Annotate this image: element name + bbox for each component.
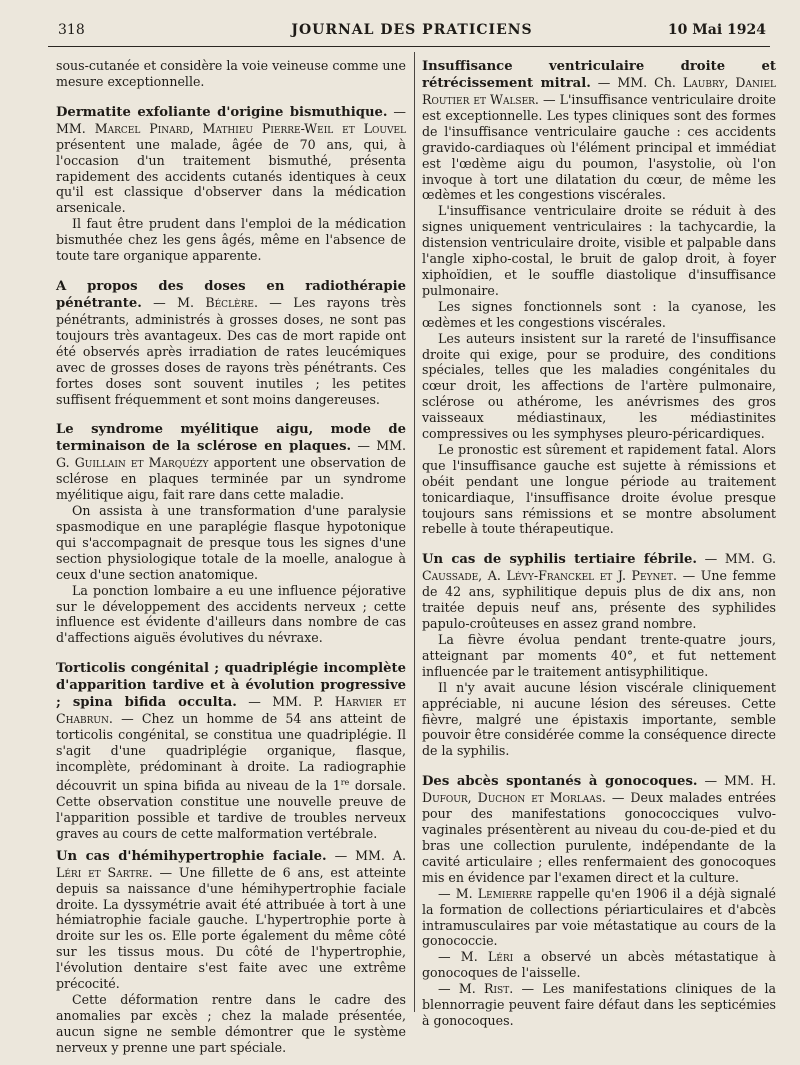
article-paragraph: Les signes fonctionnels sont : la cyanose, les œdèmes et les congestions viscérales. <box>422 298 776 330</box>
article-abces-gonocoques <box>422 773 776 1029</box>
comment-prefix: — M. <box>438 885 478 901</box>
comment-text: rappelle qu'en 1906 il a déjà signalé la formation de collections périarticulaires et d'abcès intramusculaires par voie métastatique au cours de la gonococcie. <box>422 885 777 949</box>
article-title: Le syndrome myélitique aigu, mode de terminaison de la sclérose en plaques. <box>56 422 406 455</box>
ordinal-superscript: re <box>340 777 350 787</box>
article-title: Insuffisance ventriculaire droite et rétrécissement mitral. <box>422 59 776 91</box>
separator: — MM. G. <box>56 438 406 471</box>
article-radiotherapie <box>56 278 406 407</box>
separator: — MM. <box>56 103 406 136</box>
article-title: Torticolis congénital ; quadriplégie incomplète d'apparition tardive et à évolution progressive ; spina bifida occulta. <box>56 661 406 711</box>
article-text-continued: dorsale. Cette observation constitue une nouvelle preuve de l'apparition possible et tardive de troubles nerveux graves au cours de cette malformation vertébrale. <box>56 778 406 841</box>
comment-prefix: — M. <box>438 949 488 965</box>
page-number: 318 <box>58 22 85 38</box>
article-text: — Une femme de 42 ans, syphilitique depuis plus de dix ans, non traitée depuis neuf ans, présente des syphilides papulo-croûteuses en assez grand nombre. <box>422 568 776 632</box>
article-text: — L'insuffisance ventriculaire droite est exceptionnelle. Les types cliniques sont des formes de l'insuffisance ventriculaire gauche : ces accidents gravido-cardiaques où l'élément principal et immédiat est l'œdème aigu du poumon, l'asystolie, où l'on invoque à tort une dilatation du cœur, de même les œdèmes et les congestions viscérales. <box>422 92 776 203</box>
article-dermatite <box>56 104 406 264</box>
separator: — MM. A. <box>326 847 406 863</box>
separator: — M. <box>141 294 206 310</box>
article-title: Dermatite exfoliante d'origine bismuthique. <box>56 104 388 120</box>
article-text: — Deux malades entrées pour des manifestations gonococciques vulvo-vaginales présentèrent au niveau du cou-de-pied et du bras une collection purulente, indépendante de la cavité articulaire ; elles renfermaient des gonocoques mis en évidence par l'examen direct et la culture. <box>422 790 776 885</box>
article-text: — Une fillette de 6 ans, est atteinte depuis sa naissance d'une hémihypertrophie faciale droite. La dyssymétrie avait été attribuée à tort à une hémiatrophie faciale gauche. L'hypertrophie porte à droite sur les os. Elle porte également du même côté sur les tissus mous. Du côté de l'hypertrophie, l'évolution dentaire s'est faite avec une extrême précocité. <box>56 864 406 992</box>
article-paragraph: Il n'y avait aucune lésion viscérale cliniquement appréciable, ni aucune lésion des séreuses. Cette fièvre, malgré une épistaxis importante, semble pouvoir être considérée comme la conséquence directe de la syphilis. <box>422 679 776 759</box>
right-column <box>422 58 776 1029</box>
left-column <box>56 58 406 1056</box>
article-authors: Marcel Pinard, Mathieu Pierre-Weil et Louvel <box>94 120 406 136</box>
article-authors: Dufour, Duchon et Morlaas. <box>422 790 606 806</box>
journal-title: JOURNAL DES PRATICIENS <box>291 22 533 38</box>
separator: — MM. Ch. <box>590 75 683 90</box>
article-title: Des abcès spontanés à gonocoques. <box>422 774 698 790</box>
article-torticolis <box>56 660 406 841</box>
article-title: Un cas de syphilis tertiaire fébrile. <box>422 552 697 568</box>
article-paragraph: L'insuffisance ventriculaire droite se réduit à des signes uniquement ventriculaires : la tachycardie, la distension ventriculaire droite, visible et palpable dans l'angle xipho-costal, le bruit de galop droit, à foyer xiphoïdien, et le souffle diastolique d'insuffisance pulmonaire. <box>422 203 776 298</box>
article-authors: Laubry, Daniel Routier et Walser. <box>422 75 776 107</box>
article-paragraph: Les auteurs insistent sur la rareté de l'insuffisance droite qui exige, pour se produire, des conditions spéciales, telles que les maladies congénitales du cœur droit, les affections de l'artère pulmonaire, sclérose ou athérome, les anévrismes des gros vaisseaux médiastinaux, les médiastinites compressives ou les symphyses pleuro-péricardiques. <box>422 330 776 442</box>
separator: — MM. P. <box>236 694 335 710</box>
comment-author: Léri <box>487 949 514 965</box>
comment-prefix: — M. <box>438 981 485 997</box>
article-title: Un cas d'hémihypertrophie faciale. <box>56 848 327 864</box>
article-authors: Caussade, A. Lévy-Franckel et J. Peynet. <box>422 568 677 584</box>
comment-author: Lemierre <box>477 885 533 901</box>
article-text: présentent une malade, âgée de 70 ans, qui, à l'occasion d'un traitement bismuthé, présenta rapidement des accidents cutanés identiques à ceux qu'il est classique d'observer dans la médication arsenicale. <box>56 136 406 216</box>
column-rule <box>414 52 415 1012</box>
comment-paragraph <box>422 981 776 1029</box>
comment-paragraph <box>422 949 776 981</box>
article-title: A propos des doses en radiothérapie pénétrante. <box>56 278 406 311</box>
article-paragraph: La ponction lombaire a eu une influence péjorative sur le développement des accidents nerveux ; cette influence est évidente d'ailleurs dans nombre de cas d'affections aiguës évolutives du névraxe. <box>56 582 406 646</box>
article-paragraph: Cette déformation rentre dans le cadre des anomalies par excès ; chez la malade présentée, aucun signe ne semble démontrer que le système nerveux y prenne une part spéciale. <box>56 991 406 1055</box>
article-syndrome-myelitique <box>56 421 406 646</box>
article-authors: Guillain et Marquézy <box>74 455 209 471</box>
article-paragraph: Le pronostic est sûrement et rapidement fatal. Alors que l'insuffisance gauche est sujette à rémissions et obéit pendant une longue période au traitement tonicardiaque, l'insuffisance droite évolue presque toujours sans rémissions et se montre absolument rebelle à toute thérapeutique. <box>422 441 776 537</box>
continued-paragraph: sous-cutanée et considère la voie veineuse comme une mesure exceptionnelle. <box>56 58 406 89</box>
article-syphilis-tertiaire <box>422 551 776 759</box>
article-text: — Les rayons très pénétrants, administrés à grosses doses, ne sont pas toujours très avantageux. Des cas de mort rapide ont été observés après irradiation de rates leucémiques avec de grosses doses de rayons très pénétrants. Ces fortes doses sont souvent inutiles ; les petites suffisent fréquemment et sont moins dangereuses. <box>56 294 406 407</box>
article-authors: Léri et Sartre. <box>56 864 153 880</box>
issue-date: 10 Mai 1924 <box>667 22 766 38</box>
comment-text: — Les manifestations cliniques de la blennorragie peuvent faire défaut dans les septicémies à gonocoques. <box>422 981 777 1028</box>
article-authors: Harvier et Chabrun. <box>56 694 406 727</box>
article-text: apportent une observation de sclérose en plaques terminée par un syndrome myélitique aigu, fait rare dans cette maladie. <box>56 455 406 503</box>
article-insuffisance-ventriculaire <box>422 58 776 537</box>
article-paragraph: On assista à une transformation d'une paralysie spasmodique en une paraplégie flasque hypotonique qui s'accompagnait de presque tous les signes d'une section physiologique totale de la moelle, analogue à ceux d'une section anatomique. <box>56 503 406 582</box>
comment-text: a observé un abcès métastatique à gonocoques de l'aisselle. <box>422 949 777 981</box>
running-head <box>58 22 766 42</box>
article-authors: Béclère. <box>205 294 258 310</box>
comment-paragraph <box>422 886 776 950</box>
article-paragraph: La fièvre évolua pendant trente-quatre jours, atteignant par moments 40°, et fut nettement influencée par le traitement antisyphilitique. <box>422 632 776 679</box>
separator: — MM. H. <box>697 773 776 789</box>
separator: — MM. G. <box>696 551 776 567</box>
article-hemihypertrophie <box>56 848 406 1056</box>
article-paragraph: Il faut être prudent dans l'emploi de la médication bismuthée chez les gens âgés, même en l'absence de toute tare organique apparente. <box>56 216 406 264</box>
article-text: — Chez un homme de 54 ans atteint de torticolis congénital, se constitua une quadriplégie. Il s'agit d'une quadriplégie organique, flasque, incomplète, prédominant à droite. La radiographie découvrit un spina bifida au niveau de la 1 <box>56 711 406 794</box>
header-rule <box>48 46 770 47</box>
comment-author: Rist. <box>484 981 514 997</box>
